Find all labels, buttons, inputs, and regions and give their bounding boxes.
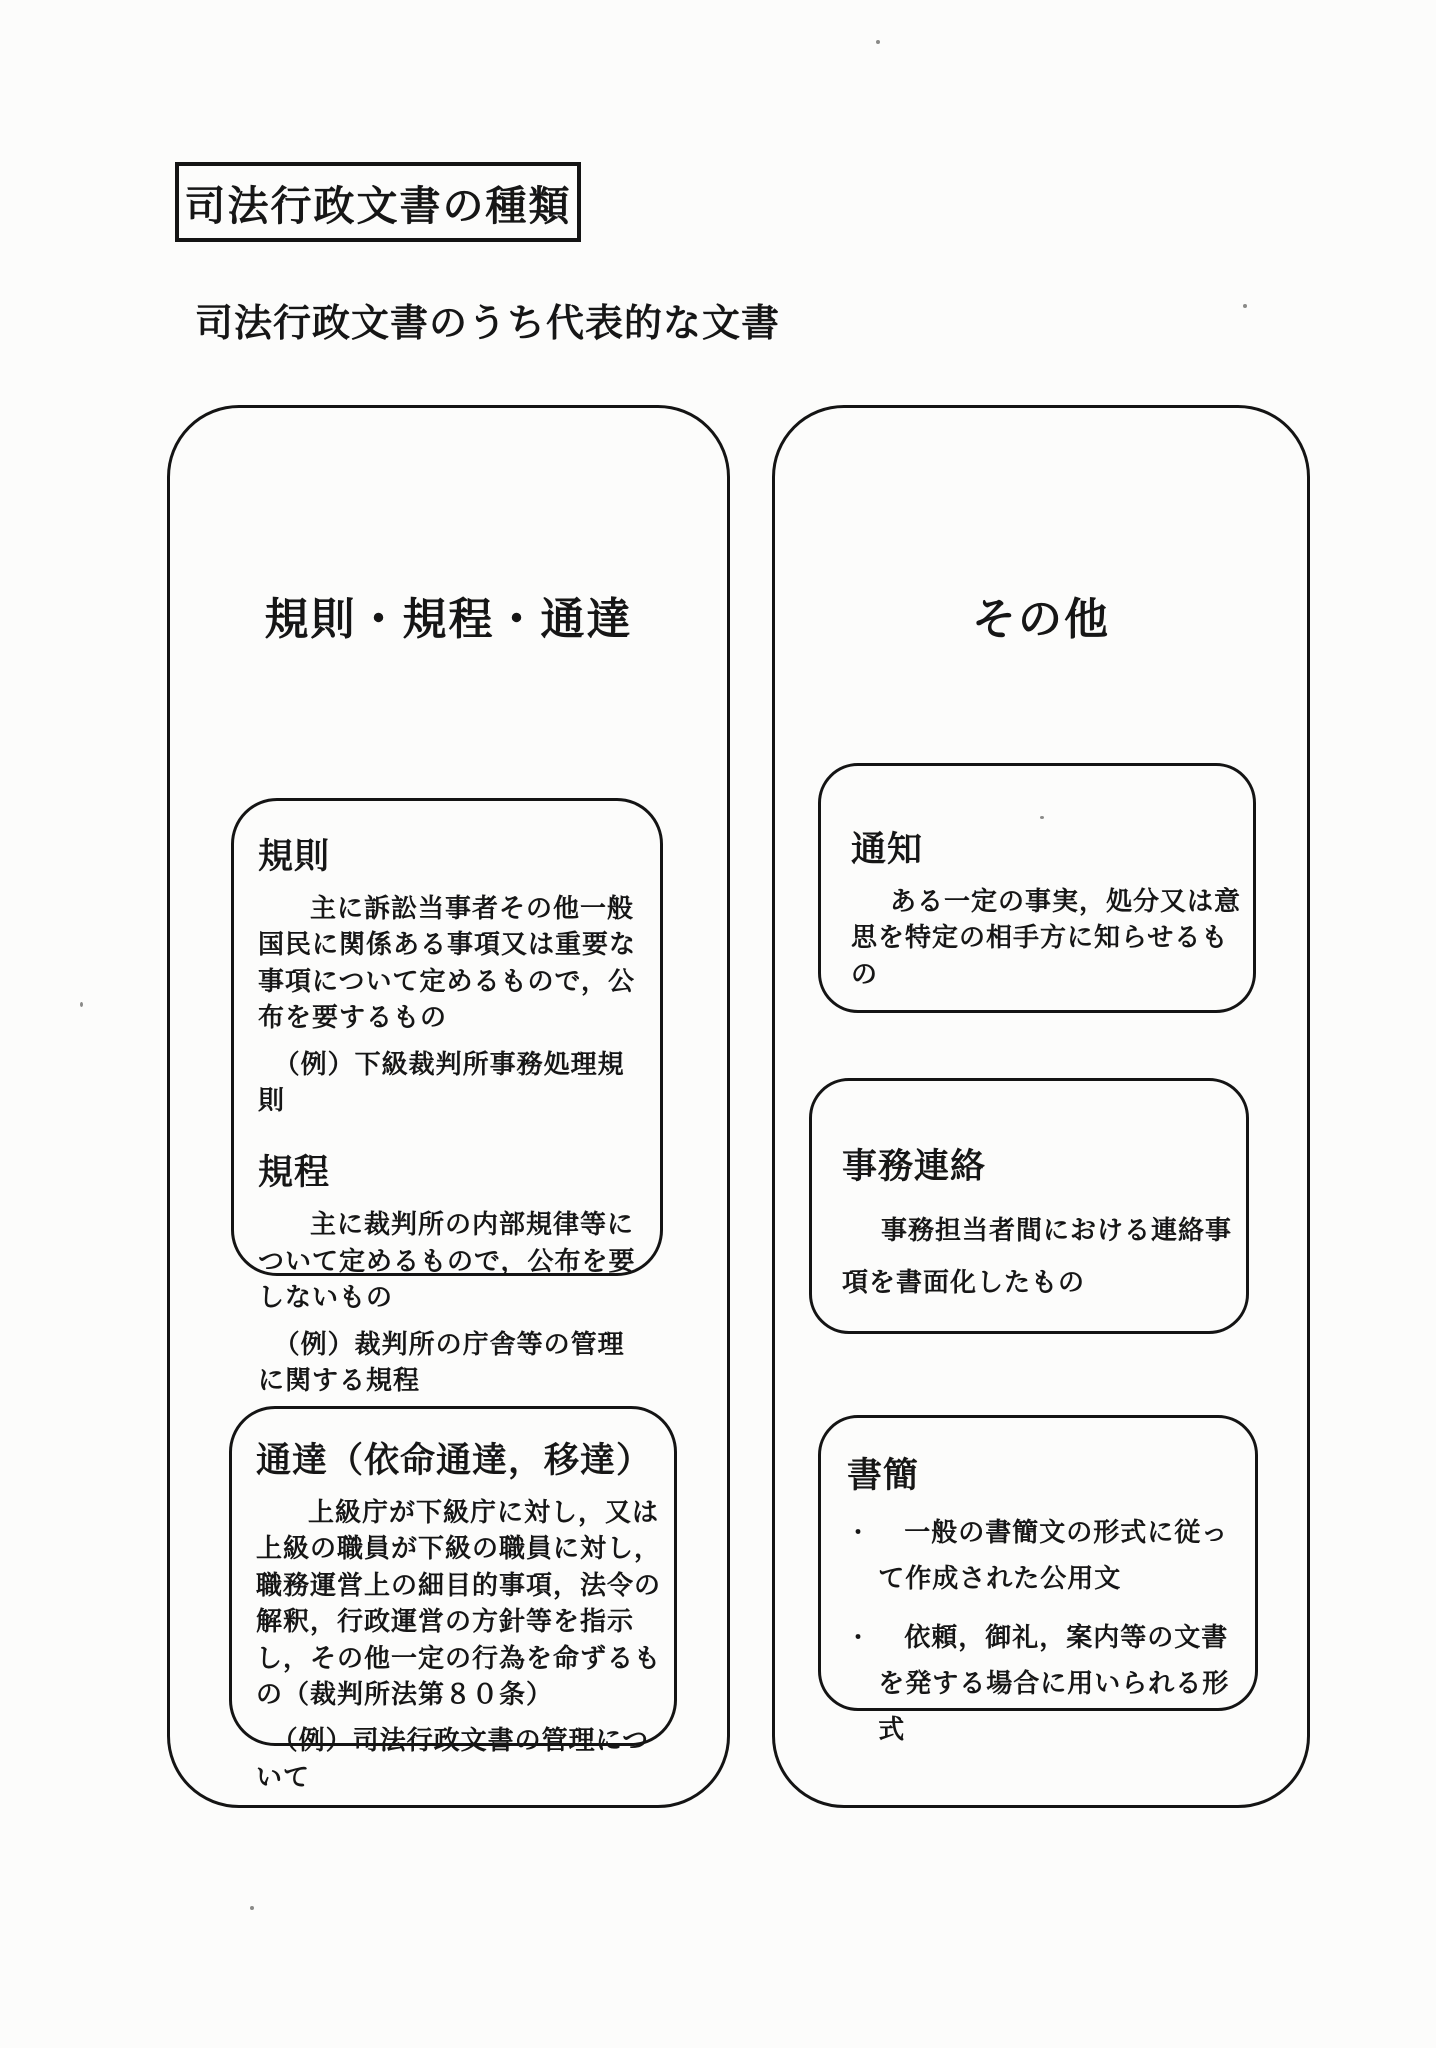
page-title: 司法行政文書の種類	[184, 182, 572, 229]
jimu-renraku-box	[809, 1078, 1249, 1334]
page-subtitle: 司法行政文書のうち代表的な文書	[195, 303, 781, 345]
shokan-bullet-2: ・ 依頼，御礼，案内等の文書を発する場合に用いられる形式	[847, 1615, 1243, 1754]
tsuchi-body: ある一定の事実，処分又は意思を特定の相手方に知らせるもの	[851, 887, 1242, 989]
scan-speck	[1243, 304, 1247, 308]
tsuchi-heading: 通知	[851, 830, 924, 869]
scan-speck	[80, 1002, 83, 1007]
tsutatsu-heading: 通達（依命通達，移達）	[256, 1441, 653, 1480]
scan-speck	[250, 1906, 254, 1910]
scan-speck	[876, 40, 880, 44]
shokan-box	[818, 1415, 1258, 1745]
others-column-header: その他	[972, 595, 1110, 644]
kisoku-kitei-box	[231, 798, 663, 1395]
tsutatsu-example: （例）司法行政文書の管理について	[256, 1726, 650, 1792]
rules-column-header: 規則・規程・通達	[264, 595, 633, 644]
tsutatsu-body: 上級庁が下級庁に対し，又は上級の職員が下級の職員に対し，職務運営上の細目的事項，法令の解釈，行政運営の方針等を指示し，その他一定の行為を命ずるもの（裁判所法第８０条）	[256, 1498, 662, 1709]
kisoku-body: 主に訴訟当事者その他一般国民に関係ある事項又は重要な事項について定めるもので，公布を要するもの	[258, 894, 637, 1033]
tsuchi-box	[818, 763, 1256, 1013]
kitei-example: （例）裁判所の庁舎等の管理に関する規程	[258, 1329, 625, 1395]
shokan-bullet-1: ・ 一般の書簡文の形式に従って作成された公用文	[847, 1510, 1243, 1603]
kisoku-section	[258, 829, 650, 1119]
kitei-heading: 規程	[258, 1153, 331, 1193]
tsutatsu-box	[229, 1406, 677, 1792]
jimu-renraku-body: 事務担当者間における連絡事項を書面化したもの	[842, 1216, 1233, 1297]
kitei-section	[258, 1145, 650, 1399]
kisoku-heading: 規則	[258, 837, 331, 876]
page-title-box	[175, 162, 581, 242]
jimu-renraku-heading: 事務連絡	[842, 1147, 987, 1186]
shokan-heading: 書簡	[847, 1456, 920, 1495]
rules-column	[167, 405, 730, 1808]
kitei-body: 主に裁判所の内部規律等について定めるもので，公布を要しないもの	[258, 1210, 636, 1313]
scan-speck	[1040, 816, 1044, 819]
others-column	[772, 405, 1310, 1808]
kisoku-example: （例）下級裁判所事務処理規則	[258, 1049, 625, 1115]
